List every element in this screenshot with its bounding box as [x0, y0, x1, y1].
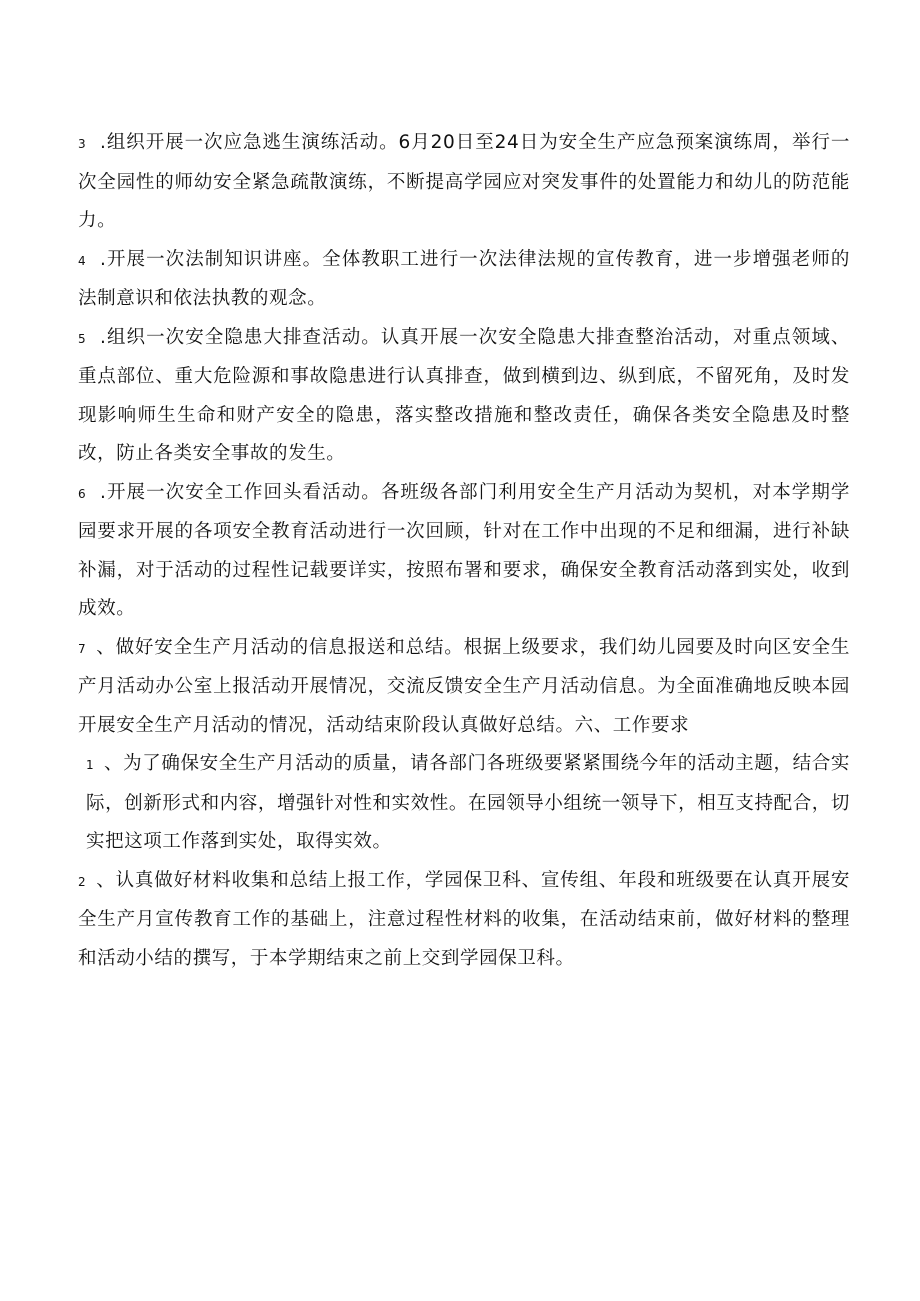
- item-number: 4: [78, 253, 86, 268]
- paragraph-text: 、为了确保安全生产月活动的质量，请各部门各班级要紧紧围绕今年的活动主题，结合实际，创新形式和内容，增强针对性和实效性。在园领导小组统一领导下，相互支持配合，切实把这项工作落到实处，取得实效。: [86, 753, 851, 852]
- paragraph-text: .开展一次安全工作回头看活动。各班级各部门利用安全生产月活动为契机，对本学期学园要求开展的各项安全教育活动进行一次回顾，针对在工作中出现的不足和细漏，进行补缺补漏，对于活动的过程性记载要详实，按照布署和要求，确保安全教育活动落到实处，收到成效。: [78, 481, 850, 619]
- item-number: 1: [86, 758, 94, 772]
- paragraph-item-7: [78, 629, 850, 746]
- paragraph-item-4: [78, 241, 850, 319]
- item-number: 5: [78, 331, 86, 346]
- item-number: 7: [78, 641, 86, 656]
- paragraph-text: 、做好安全生产月活动的信息报送和总结。根据上级要求，我们幼儿园要及时向区安全生产月活动办公室上报活动开展情况，交流反馈安全生产月活动信息。为全面准确地反映本园开展安全生产月活动的情况，活动结束阶段认真做好总结。六、工作要求: [78, 636, 850, 736]
- paragraph-item-3: [78, 124, 850, 241]
- paragraph-text: .组织一次安全隐患大排查活动。认真开展一次安全隐患大排查整治活动，对重点领域、重点部位、重大危险源和事故隐患进行认真排查，做到横到边、纵到底，不留死角，及时发现影响师生生命和财产安全的隐患，落实整改措施和整改责任，确保各类安全隐患及时整改，防止各类安全事故的发生。: [78, 326, 850, 464]
- paragraph-item-5: [78, 319, 850, 474]
- paragraph-text: 、认真做好材料收集和总结上报工作，学园保卫科、宣传组、年段和班级要在认真开展安全生产月宣传教育工作的基础上，注意过程性材料的收集，在活动结束前，做好材料的整理和活动小结的撰写，于本学期结束之前上交到学园保卫科。: [78, 869, 850, 969]
- paragraph-requirement-1: [78, 745, 850, 862]
- paragraph-text: .开展一次法制知识讲座。全体教职工进行一次法律法规的宣传教育，进一步增强老师的法制意识和依法执教的观念。: [78, 248, 850, 309]
- item-number: 6: [78, 486, 86, 501]
- item-number: 2: [78, 874, 86, 889]
- paragraph-item-6: [78, 474, 850, 629]
- paragraph-requirement-2: [78, 862, 850, 979]
- paragraph-text: .组织开展一次应急逃生演练活动。6月20日至24日为安全生产应急预案演练周，举行一次全园性的师幼安全紧急疏散演练，不断提高学园应对突发事件的处置能力和幼儿的防范能力。: [78, 132, 850, 231]
- item-number: 3: [78, 137, 86, 151]
